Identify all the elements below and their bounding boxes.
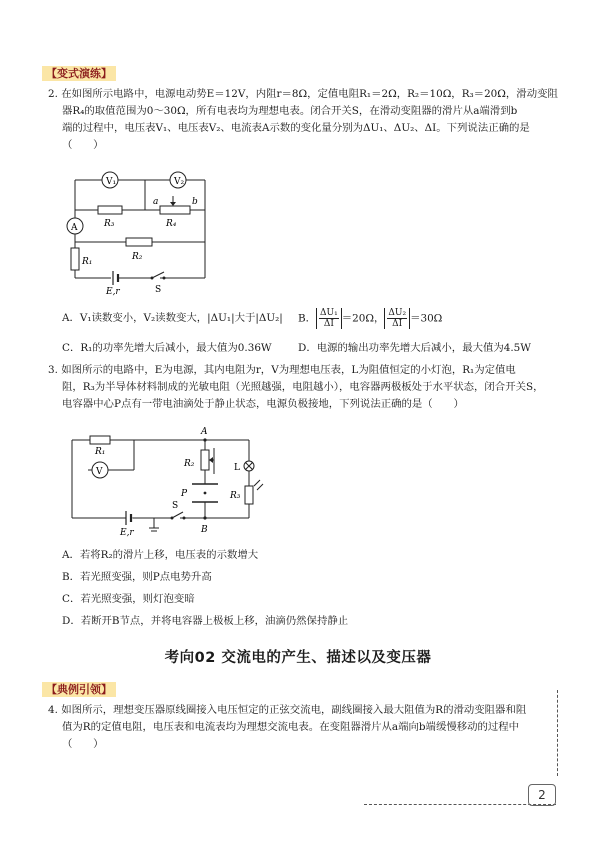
q3-option-d: D．若断开B节点，并将电容器上极板上移，油滴仍然保持静止 — [62, 615, 349, 627]
node-a-label: A — [201, 427, 208, 437]
svg-text:R₄: R₄ — [166, 219, 177, 229]
q2-option-b-frac2: $\frac{\text{ΔU₂}}{\Delta I}$ — [384, 308, 410, 329]
q2-option-c: C．R₁的功率先增大后减小，最大值为0.36W — [62, 341, 272, 354]
question-2-stem — [48, 86, 558, 154]
svg-text:V₂: V₂ — [174, 177, 185, 187]
q3-options — [62, 544, 562, 632]
q2-options — [62, 306, 562, 360]
capacitor — [180, 484, 218, 502]
svg-text:R₁: R₁ — [82, 257, 93, 267]
resistor-r1 — [90, 436, 110, 457]
footer-dashed-line — [364, 804, 556, 805]
svg-text:A: A — [71, 223, 78, 233]
resistor-r2 — [126, 238, 152, 262]
q2-circuit-diagram — [60, 160, 220, 297]
resistor-r1 — [71, 248, 92, 270]
q2-option-b-value1: ＝20Ω， — [341, 312, 385, 324]
q3-line-3: 电容器中心P点有一带电油滴处于静止状态，电源负极接地，下列说法正确的是（ ） — [62, 398, 464, 410]
example-intro-tag: 【典例引领】 — [42, 682, 116, 697]
battery-e-r — [119, 511, 159, 538]
q2-option-b — [298, 308, 534, 329]
lamp-l — [234, 461, 254, 473]
battery-e-r — [105, 271, 120, 297]
svg-text:R₃: R₃ — [104, 219, 115, 229]
photoresistor-r3 — [229, 480, 263, 504]
svg-text:V₁: V₁ — [106, 177, 117, 187]
point-p-label: P — [181, 489, 188, 499]
svg-text:V: V — [96, 467, 103, 477]
svg-text:a: a — [153, 197, 159, 207]
q4-line-1: 4. 如图所示，理想变压器原线圈接入电压恒定的正弦交流电，副线圈接入最大阻值为R的滑动变阻器和阻 — [48, 704, 527, 716]
q2-option-b-prefix: B． — [298, 312, 317, 324]
page-number: 2 — [528, 784, 556, 806]
topic-title: 考向02 交流电的产生、描述以及变压器 — [164, 650, 432, 666]
q3-line-1: 3. 如图所示的电路中，E为电源，其内电阻为r，V为理想电压表，L为阻值恒定的小灯泡，R₁为定值电 — [48, 364, 516, 376]
svg-text:S: S — [155, 285, 162, 295]
rheostat-r4 — [153, 196, 198, 229]
svg-text:E,r: E,r — [120, 528, 134, 538]
svg-text:R₃: R₃ — [230, 491, 241, 501]
svg-text:L: L — [234, 463, 240, 473]
voltmeter-v — [92, 462, 108, 478]
q2-option-b-frac1: $\frac{\text{ΔU₁}}{\Delta I}$ — [316, 308, 342, 329]
q3-option-c: C．若光照变强，则灯泡变暗 — [62, 593, 195, 605]
q3-circuit-diagram — [64, 424, 274, 536]
resistor-r3 — [98, 206, 122, 229]
voltmeter-v1 — [102, 172, 118, 188]
svg-text:E,r: E,r — [106, 287, 120, 297]
svg-text:R₁: R₁ — [95, 447, 106, 457]
q2-option-a: A．V₁读数变小，V₂读数变大，|ΔU₁|大于|ΔU₂| — [62, 311, 283, 324]
q3-option-b: B．若光照变强，则P点电势升高 — [62, 571, 212, 583]
svg-text:R₂: R₂ — [184, 459, 195, 469]
switch-s — [151, 272, 166, 295]
q2-line-4: （ ） — [62, 139, 104, 151]
question-4-stem — [48, 702, 558, 753]
variant-practice-tag: 【变式演练】 — [42, 66, 116, 81]
question-3-stem — [48, 362, 558, 413]
q2-option-d: D．电源的输出功率先增大后减小，最大值为4.5W — [298, 341, 531, 354]
svg-text:R₂: R₂ — [132, 252, 143, 262]
q4-line-3: （ ） — [62, 738, 104, 750]
svg-text:S: S — [172, 501, 179, 511]
svg-text:b: b — [192, 197, 198, 207]
q2-line-2: 器R₄的取值范围为0～30Ω，所有电表均为理想电表。闭合开关S，在滑动变阻器的滑片从a端滑到b — [62, 105, 518, 117]
q3-option-a: A．若将R₂的滑片上移，电压表的示数增大 — [62, 549, 259, 561]
voltmeter-v2 — [170, 172, 186, 188]
q3-line-2: 阻，R₃为半导体材料制成的光敏电阻（光照越强，电阻越小），电容器两极板处于水平状态，闭合开关S， — [62, 381, 544, 393]
ammeter-a — [67, 218, 83, 234]
node-b-label: B — [201, 525, 208, 535]
footer-side-dashed-line — [557, 690, 558, 776]
q4-line-2: 值为R的定值电阻，电压表和电流表均为理想交流电表。在变阻器滑片从a端向b端缓慢移动的过程中 — [62, 721, 520, 733]
q2-line-1: 2. 在如图所示电路中，电源电动势E＝12V，内阻r＝8Ω，定值电阻R₁＝2Ω，R₂＝10Ω，R₃＝20Ω，滑动变阻 — [48, 88, 558, 100]
q2-line-3: 端的过程中，电压表V₁、电压表V₂、电流表A示数的变化量分别为ΔU₁、ΔU₂、ΔI。下列说法正确的是 — [62, 122, 530, 134]
q2-option-b-value2: ＝30Ω — [410, 312, 443, 324]
rheostat-r2 — [183, 448, 214, 474]
switch-s — [171, 501, 186, 520]
